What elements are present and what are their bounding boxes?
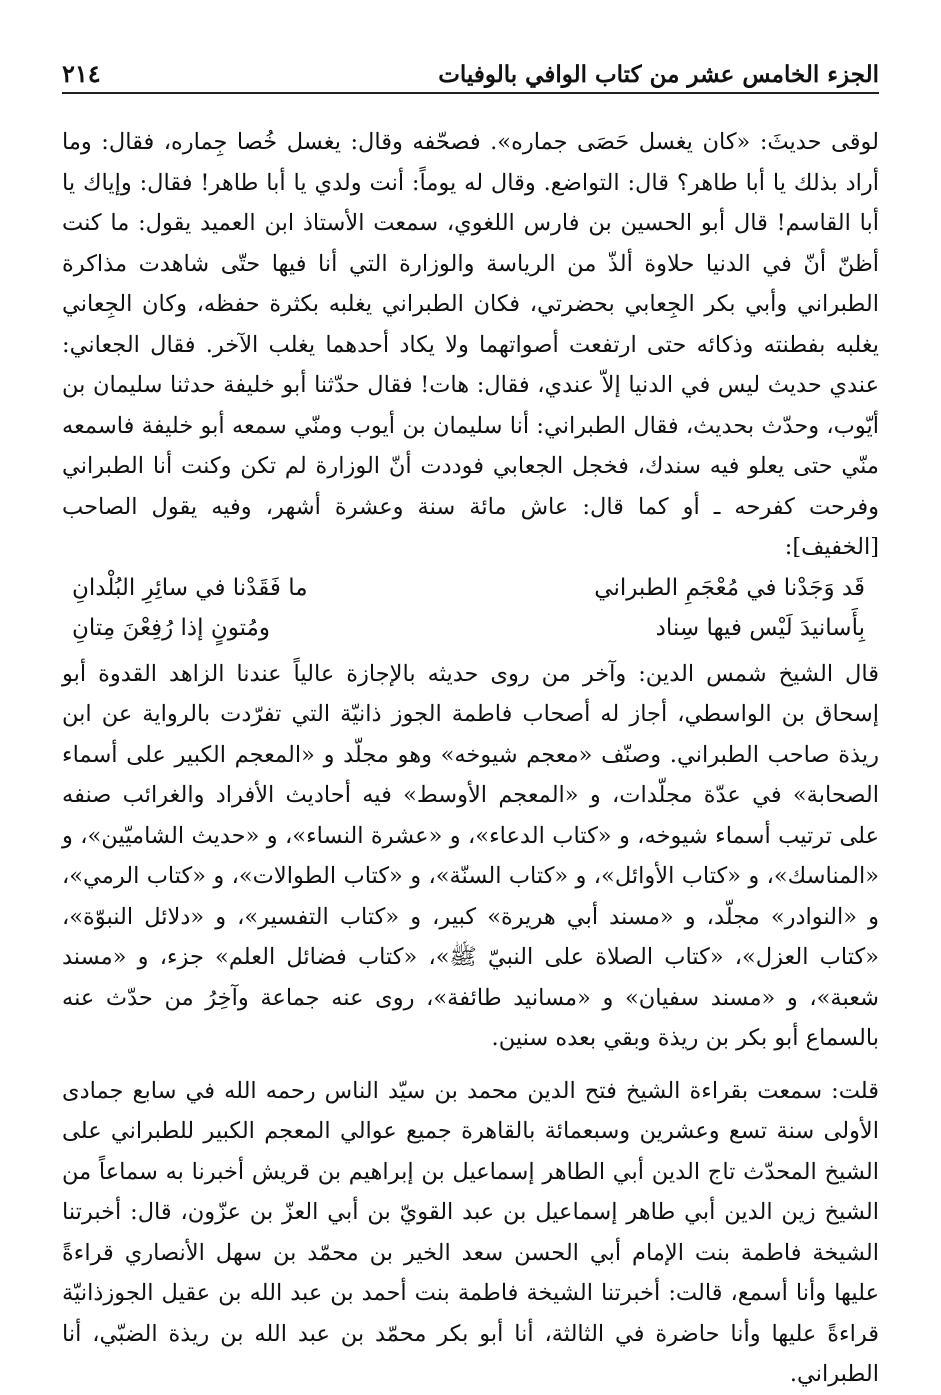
verse-2-first-hemistich: بِأَسانيدَ لَيْس فيها سِناد bbox=[655, 614, 865, 641]
page-body bbox=[62, 122, 879, 1395]
verse-1-first-hemistich: قَد وَجَدْنا في مُعْجَمِ الطبراني bbox=[594, 574, 865, 601]
running-header bbox=[62, 60, 879, 94]
book-title: الجزء الخامس عشر من كتاب الوافي بالوفيات bbox=[438, 61, 879, 88]
paragraph-isnad: قلت: سمعت بقراءة الشيخ فتح الدين محمد بن سيّد الناس رحمه الله في سابع جمادى الأولى سنة تسع وعشرين وسبعمائة بالقاهرة جميع عوالي المعجم الكبير للطبراني على الشيخ المحدّث تاج الدين أبي الطاهر إسماعيل بن إبراهيم بن قريش أخبرنا به سماعاً من الشيخ زين الدين أبي طاهر إسماعيل بن عبد القويّ بن أبي العزّ بن عزّون، قال: أخبرتنا الشيخة فاطمة بنت الإمام أبي الحسن سعد الخير بن محمّد بن سهل الأنصاري قراءةً عليها وأنا أسمع، قالت: أخبرتنا الشيخة فاطمة بنت أحمد بن عبد الله بن عقيل الجوزذانيّة قراءةً عليها وأنا حاضرة في الثالثة، أنا أبو بكر محمّد بن عبد الله بن ريذة الضبّي، أنا الطبراني. bbox=[62, 1077, 879, 1387]
verse-2-second-hemistich: ومُتونٍ إذا رُفِعْنَ مِتانِ bbox=[72, 614, 270, 641]
verse-line-2 bbox=[62, 608, 879, 648]
paragraph-tabarani-anecdote: لوقى حديثَ: «كان يغسل حَصَى جماره». فصحّفه وقال: يغسل خُصا جِماره، فقال: وما أراد بذلك يا أبا طاهر؟ قال: التواضع. وقال له يوماً: أنت ولدي يا أبا طاهر! فقال: وإياك يا أبا القاسم! قال أبو الحسين بن فارس اللغوي، سمعت الأستاذ ابن العميد يقول: ما كنت أظنّ أنّ في الدنيا حلاوة ألذّ من الرياسة والوزارة التي أنا فيها حتّى شاهدت مذاكرة الطبراني وأبي بكر الجِعابي بحضرتي، فكان الطبراني يغلبه بكثرة حفظه، وكان الجِعاني يغلبه بفطنته وذكائه حتى ارتفعت أصواتهما ولا يكاد أحدهما يغلب الآخر. فقال الجعاني: عندي حديث ليس في الدنيا إلاّ عندي، فقال: هات! فقال حدّثنا أبو خليفة حدثنا سليمان بن أيّوب، وحدّث بحديث، فقال الطبراني: أنا سليمان بن أيوب ومنّي سمعه أبو خليفة فاسمعه منّي حتى يعلو فيه سندك، فخجل الجعابي فوددت أنّ الوزارة لم تكن وكنت أنا الطبراني وفرحت كفرحه ـ أو كما قال: عاش مائة سنة وعشرة أشهر، وفيه يقول الصاحب [الخفيف]: bbox=[62, 129, 879, 560]
verse-line-1 bbox=[62, 568, 879, 608]
verse-1-second-hemistich: ما فَقَدْنا في سائِرِ البُلْدانِ bbox=[72, 574, 308, 601]
page-number: ٢١٤ bbox=[62, 59, 101, 88]
paragraph-tabarani-works: قال الشيخ شمس الدين: وآخر من روى حديثه بالإجازة عالياً عندنا الزاهد القدوة أبو إسحاق بن الواسطي، أجاز له أصحاب فاطمة الجوز ذانيّة التي تفرّدت بالرواية عن ابن ريذة صاحب الطبراني. وصنّف «معجم شيوخه» وهو مجلّد و «المعجم الكبير على أسماء الصحابة» في عدّة مجلّدات، و «المعجم الأوسط» فيه أحاديث الأفراد والغرائب صنفه على ترتيب أسماء شيوخه، و «كتاب الدعاء»، و «عشرة النساء»، و «حديث الشاميّين»، و «المناسك»، و «كتاب الأوائل»، و «كتاب السنّة»، و «كتاب الطوالات»، و «كتاب الرمي»، و «النوادر» مجلّد، و «مسند أبي هريرة» كبير، و «كتاب التفسير»، و «دلائل النبوّة»، «كتاب العزل»، «كتاب الصلاة على النبيّ ﷺ»، «كتاب فضائل العلم» جزء، و «مسند شعبة»، و «مسند سفيان» و «مسانيد طائفة»، روى عنه جماعة وآخِرُ من حدّث عنه بالسماع أبو بكر بن ريذة وبقي بعده سنين. bbox=[62, 660, 879, 1051]
